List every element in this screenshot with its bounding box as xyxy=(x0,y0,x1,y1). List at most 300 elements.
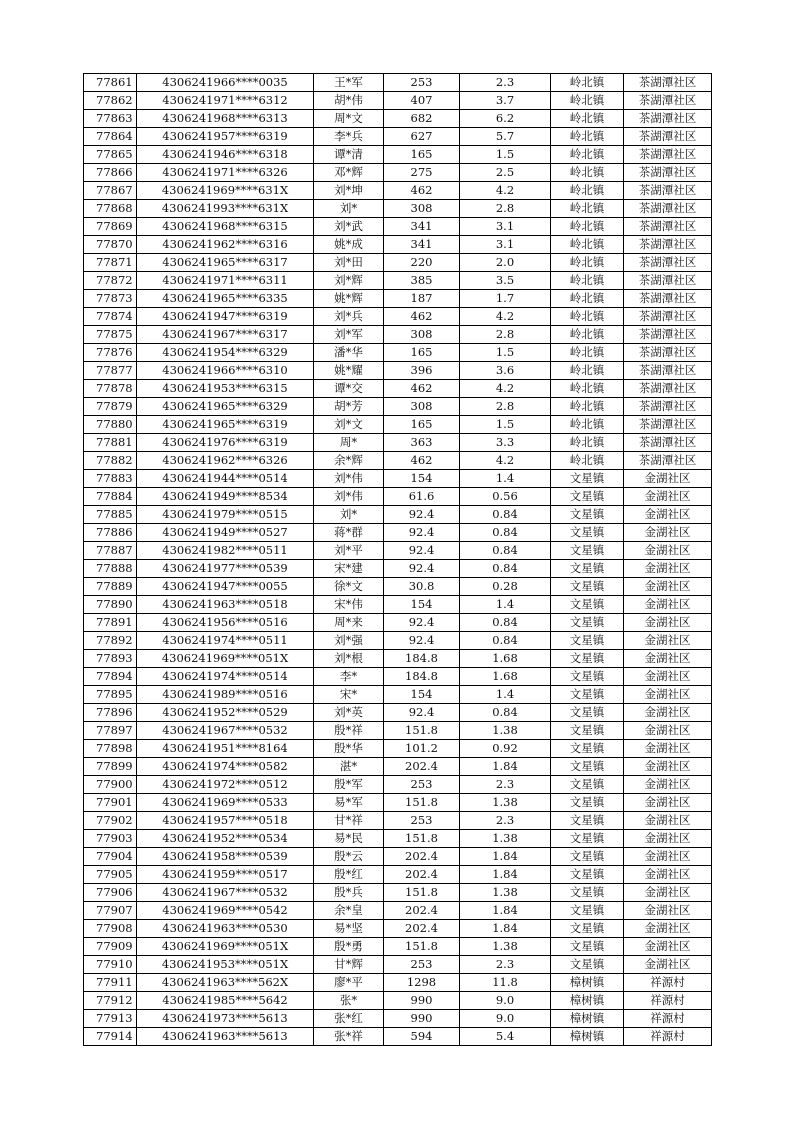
quantity-cell: 1.84 xyxy=(460,866,551,884)
town-cell: 文星镇 xyxy=(551,686,624,704)
id-number-cell: 4306241976****6319 xyxy=(137,434,314,452)
amount-cell: 341 xyxy=(384,236,460,254)
seq-number-cell: 77905 xyxy=(84,866,137,884)
seq-number-cell: 77865 xyxy=(84,146,137,164)
quantity-cell: 1.84 xyxy=(460,920,551,938)
quantity-cell: 11.8 xyxy=(460,974,551,992)
amount-cell: 151.8 xyxy=(384,794,460,812)
town-cell: 文星镇 xyxy=(551,632,624,650)
town-cell: 文星镇 xyxy=(551,470,624,488)
seq-number-cell: 77887 xyxy=(84,542,137,560)
amount-cell: 202.4 xyxy=(384,758,460,776)
community-cell: 祥源村 xyxy=(624,1010,712,1028)
community-cell: 金湖社区 xyxy=(624,830,712,848)
name-cell: 殷*祥 xyxy=(314,722,384,740)
amount-cell: 253 xyxy=(384,776,460,794)
id-number-cell: 4306241952****0534 xyxy=(137,830,314,848)
quantity-cell: 5.7 xyxy=(460,128,551,146)
town-cell: 岭北镇 xyxy=(551,344,624,362)
community-cell: 金湖社区 xyxy=(624,596,712,614)
id-number-cell: 4306241969****0533 xyxy=(137,794,314,812)
community-cell: 茶湖潭社区 xyxy=(624,200,712,218)
id-number-cell: 4306241966****0035 xyxy=(137,74,314,92)
town-cell: 岭北镇 xyxy=(551,416,624,434)
records-table-body xyxy=(84,74,712,1046)
quantity-cell: 0.84 xyxy=(460,506,551,524)
amount-cell: 462 xyxy=(384,380,460,398)
table-row xyxy=(84,902,712,920)
seq-number-cell: 77883 xyxy=(84,470,137,488)
amount-cell: 154 xyxy=(384,686,460,704)
name-cell: 刘*伟 xyxy=(314,488,384,506)
town-cell: 岭北镇 xyxy=(551,200,624,218)
id-number-cell: 4306241969****051X xyxy=(137,650,314,668)
quantity-cell: 1.38 xyxy=(460,794,551,812)
table-row xyxy=(84,488,712,506)
community-cell: 金湖社区 xyxy=(624,740,712,758)
amount-cell: 151.8 xyxy=(384,938,460,956)
town-cell: 岭北镇 xyxy=(551,398,624,416)
amount-cell: 165 xyxy=(384,146,460,164)
amount-cell: 92.4 xyxy=(384,524,460,542)
id-number-cell: 4306241967****0532 xyxy=(137,884,314,902)
town-cell: 文星镇 xyxy=(551,920,624,938)
town-cell: 文星镇 xyxy=(551,614,624,632)
table-row xyxy=(84,956,712,974)
id-number-cell: 4306241966****6310 xyxy=(137,362,314,380)
amount-cell: 308 xyxy=(384,398,460,416)
table-row xyxy=(84,524,712,542)
name-cell: 姚*成 xyxy=(314,236,384,254)
id-number-cell: 4306241993****631X xyxy=(137,200,314,218)
town-cell: 文星镇 xyxy=(551,938,624,956)
id-number-cell: 4306241971****6311 xyxy=(137,272,314,290)
name-cell: 殷*云 xyxy=(314,848,384,866)
name-cell: 姚*辉 xyxy=(314,290,384,308)
town-cell: 文星镇 xyxy=(551,830,624,848)
seq-number-cell: 77891 xyxy=(84,614,137,632)
seq-number-cell: 77863 xyxy=(84,110,137,128)
name-cell: 张*红 xyxy=(314,1010,384,1028)
community-cell: 茶湖潭社区 xyxy=(624,398,712,416)
community-cell: 金湖社区 xyxy=(624,650,712,668)
town-cell: 岭北镇 xyxy=(551,128,624,146)
id-number-cell: 4306241968****6313 xyxy=(137,110,314,128)
quantity-cell: 0.92 xyxy=(460,740,551,758)
seq-number-cell: 77871 xyxy=(84,254,137,272)
table-row xyxy=(84,92,712,110)
community-cell: 茶湖潭社区 xyxy=(624,380,712,398)
community-cell: 金湖社区 xyxy=(624,668,712,686)
name-cell: 王*军 xyxy=(314,74,384,92)
id-number-cell: 4306241947****6319 xyxy=(137,308,314,326)
seq-number-cell: 77867 xyxy=(84,182,137,200)
seq-number-cell: 77868 xyxy=(84,200,137,218)
id-number-cell: 4306241958****0539 xyxy=(137,848,314,866)
quantity-cell: 9.0 xyxy=(460,1010,551,1028)
name-cell: 余*辉 xyxy=(314,452,384,470)
quantity-cell: 3.5 xyxy=(460,272,551,290)
town-cell: 岭北镇 xyxy=(551,236,624,254)
seq-number-cell: 77908 xyxy=(84,920,137,938)
table-row xyxy=(84,668,712,686)
seq-number-cell: 77904 xyxy=(84,848,137,866)
quantity-cell: 0.84 xyxy=(460,614,551,632)
table-row xyxy=(84,848,712,866)
quantity-cell: 1.84 xyxy=(460,758,551,776)
table-row xyxy=(84,578,712,596)
seq-number-cell: 77897 xyxy=(84,722,137,740)
records-table xyxy=(83,73,712,1046)
id-number-cell: 4306241949****0527 xyxy=(137,524,314,542)
name-cell: 潘*华 xyxy=(314,344,384,362)
name-cell: 姚*耀 xyxy=(314,362,384,380)
town-cell: 樟树镇 xyxy=(551,1028,624,1046)
id-number-cell: 4306241971****6312 xyxy=(137,92,314,110)
id-number-cell: 4306241979****0515 xyxy=(137,506,314,524)
community-cell: 金湖社区 xyxy=(624,542,712,560)
name-cell: 刘* xyxy=(314,506,384,524)
name-cell: 刘*军 xyxy=(314,326,384,344)
amount-cell: 92.4 xyxy=(384,542,460,560)
table-row xyxy=(84,866,712,884)
amount-cell: 308 xyxy=(384,200,460,218)
quantity-cell: 2.3 xyxy=(460,812,551,830)
quantity-cell: 1.7 xyxy=(460,290,551,308)
community-cell: 茶湖潭社区 xyxy=(624,326,712,344)
table-row xyxy=(84,272,712,290)
table-row xyxy=(84,182,712,200)
community-cell: 金湖社区 xyxy=(624,866,712,884)
name-cell: 周* xyxy=(314,434,384,452)
community-cell: 金湖社区 xyxy=(624,722,712,740)
name-cell: 宋*伟 xyxy=(314,596,384,614)
id-number-cell: 4306241951****8164 xyxy=(137,740,314,758)
quantity-cell: 6.2 xyxy=(460,110,551,128)
id-number-cell: 4306241959****0517 xyxy=(137,866,314,884)
seq-number-cell: 77886 xyxy=(84,524,137,542)
seq-number-cell: 77906 xyxy=(84,884,137,902)
town-cell: 文星镇 xyxy=(551,560,624,578)
table-row xyxy=(84,596,712,614)
amount-cell: 308 xyxy=(384,326,460,344)
id-number-cell: 4306241968****6315 xyxy=(137,218,314,236)
id-number-cell: 4306241953****051X xyxy=(137,956,314,974)
town-cell: 文星镇 xyxy=(551,668,624,686)
seq-number-cell: 77909 xyxy=(84,938,137,956)
id-number-cell: 4306241974****0582 xyxy=(137,758,314,776)
name-cell: 殷*华 xyxy=(314,740,384,758)
town-cell: 文星镇 xyxy=(551,542,624,560)
name-cell: 宋* xyxy=(314,686,384,704)
table-row xyxy=(84,722,712,740)
name-cell: 谭*交 xyxy=(314,380,384,398)
quantity-cell: 1.38 xyxy=(460,938,551,956)
id-number-cell: 4306241963****562X xyxy=(137,974,314,992)
table-row xyxy=(84,146,712,164)
table-row xyxy=(84,740,712,758)
amount-cell: 151.8 xyxy=(384,884,460,902)
table-row xyxy=(84,290,712,308)
name-cell: 易*坚 xyxy=(314,920,384,938)
table-row xyxy=(84,632,712,650)
town-cell: 文星镇 xyxy=(551,650,624,668)
name-cell: 蒋*群 xyxy=(314,524,384,542)
community-cell: 祥源村 xyxy=(624,992,712,1010)
table-row xyxy=(84,344,712,362)
quantity-cell: 0.56 xyxy=(460,488,551,506)
id-number-cell: 4306241952****0529 xyxy=(137,704,314,722)
seq-number-cell: 77882 xyxy=(84,452,137,470)
id-number-cell: 4306241965****6317 xyxy=(137,254,314,272)
amount-cell: 385 xyxy=(384,272,460,290)
community-cell: 茶湖潭社区 xyxy=(624,128,712,146)
amount-cell: 187 xyxy=(384,290,460,308)
community-cell: 茶湖潭社区 xyxy=(624,236,712,254)
name-cell: 张*祥 xyxy=(314,1028,384,1046)
community-cell: 金湖社区 xyxy=(624,506,712,524)
name-cell: 刘*根 xyxy=(314,650,384,668)
quantity-cell: 1.4 xyxy=(460,686,551,704)
amount-cell: 184.8 xyxy=(384,668,460,686)
id-number-cell: 4306241969****051X xyxy=(137,938,314,956)
name-cell: 殷*红 xyxy=(314,866,384,884)
amount-cell: 92.4 xyxy=(384,614,460,632)
amount-cell: 184.8 xyxy=(384,650,460,668)
name-cell: 谭*清 xyxy=(314,146,384,164)
table-row xyxy=(84,128,712,146)
town-cell: 文星镇 xyxy=(551,848,624,866)
amount-cell: 253 xyxy=(384,812,460,830)
quantity-cell: 0.84 xyxy=(460,542,551,560)
amount-cell: 202.4 xyxy=(384,920,460,938)
town-cell: 樟树镇 xyxy=(551,974,624,992)
quantity-cell: 1.5 xyxy=(460,416,551,434)
name-cell: 刘*平 xyxy=(314,542,384,560)
quantity-cell: 1.4 xyxy=(460,470,551,488)
name-cell: 刘*伟 xyxy=(314,470,384,488)
id-number-cell: 4306241982****0511 xyxy=(137,542,314,560)
name-cell: 刘*文 xyxy=(314,416,384,434)
id-number-cell: 4306241962****6326 xyxy=(137,452,314,470)
town-cell: 文星镇 xyxy=(551,524,624,542)
table-row xyxy=(84,560,712,578)
table-row xyxy=(84,614,712,632)
seq-number-cell: 77898 xyxy=(84,740,137,758)
community-cell: 茶湖潭社区 xyxy=(624,146,712,164)
amount-cell: 396 xyxy=(384,362,460,380)
community-cell: 茶湖潭社区 xyxy=(624,290,712,308)
name-cell: 张* xyxy=(314,992,384,1010)
table-row xyxy=(84,938,712,956)
quantity-cell: 2.3 xyxy=(460,956,551,974)
seq-number-cell: 77878 xyxy=(84,380,137,398)
seq-number-cell: 77876 xyxy=(84,344,137,362)
quantity-cell: 2.3 xyxy=(460,74,551,92)
town-cell: 文星镇 xyxy=(551,776,624,794)
quantity-cell: 1.38 xyxy=(460,830,551,848)
seq-number-cell: 77914 xyxy=(84,1028,137,1046)
table-row xyxy=(84,362,712,380)
amount-cell: 363 xyxy=(384,434,460,452)
community-cell: 金湖社区 xyxy=(624,686,712,704)
name-cell: 胡*芳 xyxy=(314,398,384,416)
quantity-cell: 1.38 xyxy=(460,722,551,740)
quantity-cell: 0.84 xyxy=(460,560,551,578)
town-cell: 文星镇 xyxy=(551,488,624,506)
community-cell: 金湖社区 xyxy=(624,578,712,596)
town-cell: 岭北镇 xyxy=(551,182,624,200)
seq-number-cell: 77903 xyxy=(84,830,137,848)
town-cell: 文星镇 xyxy=(551,758,624,776)
town-cell: 岭北镇 xyxy=(551,92,624,110)
name-cell: 湛* xyxy=(314,758,384,776)
seq-number-cell: 77875 xyxy=(84,326,137,344)
seq-number-cell: 77879 xyxy=(84,398,137,416)
table-row xyxy=(84,776,712,794)
quantity-cell: 0.84 xyxy=(460,704,551,722)
seq-number-cell: 77901 xyxy=(84,794,137,812)
town-cell: 文星镇 xyxy=(551,902,624,920)
quantity-cell: 3.1 xyxy=(460,236,551,254)
community-cell: 茶湖潭社区 xyxy=(624,92,712,110)
community-cell: 茶湖潭社区 xyxy=(624,74,712,92)
amount-cell: 151.8 xyxy=(384,830,460,848)
amount-cell: 341 xyxy=(384,218,460,236)
id-number-cell: 4306241973****5613 xyxy=(137,1010,314,1028)
town-cell: 文星镇 xyxy=(551,506,624,524)
seq-number-cell: 77870 xyxy=(84,236,137,254)
seq-number-cell: 77866 xyxy=(84,164,137,182)
quantity-cell: 0.84 xyxy=(460,632,551,650)
quantity-cell: 2.8 xyxy=(460,326,551,344)
amount-cell: 1298 xyxy=(384,974,460,992)
quantity-cell: 2.3 xyxy=(460,776,551,794)
name-cell: 宋*建 xyxy=(314,560,384,578)
quantity-cell: 1.4 xyxy=(460,596,551,614)
amount-cell: 165 xyxy=(384,344,460,362)
name-cell: 刘*坤 xyxy=(314,182,384,200)
amount-cell: 202.4 xyxy=(384,848,460,866)
community-cell: 茶湖潭社区 xyxy=(624,416,712,434)
seq-number-cell: 77895 xyxy=(84,686,137,704)
table-row xyxy=(84,236,712,254)
table-row xyxy=(84,308,712,326)
town-cell: 樟树镇 xyxy=(551,992,624,1010)
community-cell: 茶湖潭社区 xyxy=(624,434,712,452)
table-row xyxy=(84,542,712,560)
seq-number-cell: 77912 xyxy=(84,992,137,1010)
id-number-cell: 4306241974****0514 xyxy=(137,668,314,686)
table-row xyxy=(84,812,712,830)
name-cell: 周*文 xyxy=(314,110,384,128)
town-cell: 岭北镇 xyxy=(551,146,624,164)
id-number-cell: 4306241965****6319 xyxy=(137,416,314,434)
id-number-cell: 4306241944****0514 xyxy=(137,470,314,488)
id-number-cell: 4306241963****0518 xyxy=(137,596,314,614)
id-number-cell: 4306241963****5613 xyxy=(137,1028,314,1046)
community-cell: 金湖社区 xyxy=(624,758,712,776)
quantity-cell: 4.2 xyxy=(460,380,551,398)
id-number-cell: 4306241957****6319 xyxy=(137,128,314,146)
quantity-cell: 3.1 xyxy=(460,218,551,236)
amount-cell: 92.4 xyxy=(384,560,460,578)
table-row xyxy=(84,920,712,938)
seq-number-cell: 77884 xyxy=(84,488,137,506)
quantity-cell: 1.84 xyxy=(460,902,551,920)
id-number-cell: 4306241967****6317 xyxy=(137,326,314,344)
seq-number-cell: 77885 xyxy=(84,506,137,524)
community-cell: 茶湖潭社区 xyxy=(624,182,712,200)
amount-cell: 407 xyxy=(384,92,460,110)
town-cell: 文星镇 xyxy=(551,956,624,974)
community-cell: 金湖社区 xyxy=(624,524,712,542)
amount-cell: 253 xyxy=(384,74,460,92)
community-cell: 茶湖潭社区 xyxy=(624,218,712,236)
quantity-cell: 2.0 xyxy=(460,254,551,272)
id-number-cell: 4306241963****0530 xyxy=(137,920,314,938)
name-cell: 刘*强 xyxy=(314,632,384,650)
id-number-cell: 4306241989****0516 xyxy=(137,686,314,704)
seq-number-cell: 77889 xyxy=(84,578,137,596)
quantity-cell: 1.84 xyxy=(460,848,551,866)
seq-number-cell: 77900 xyxy=(84,776,137,794)
name-cell: 刘*兵 xyxy=(314,308,384,326)
town-cell: 岭北镇 xyxy=(551,290,624,308)
seq-number-cell: 77892 xyxy=(84,632,137,650)
table-row xyxy=(84,218,712,236)
seq-number-cell: 77877 xyxy=(84,362,137,380)
id-number-cell: 4306241965****6329 xyxy=(137,398,314,416)
amount-cell: 165 xyxy=(384,416,460,434)
community-cell: 茶湖潭社区 xyxy=(624,110,712,128)
community-cell: 茶湖潭社区 xyxy=(624,272,712,290)
table-row xyxy=(84,884,712,902)
community-cell: 金湖社区 xyxy=(624,794,712,812)
town-cell: 文星镇 xyxy=(551,596,624,614)
id-number-cell: 4306241985****5642 xyxy=(137,992,314,1010)
community-cell: 金湖社区 xyxy=(624,812,712,830)
name-cell: 余*皇 xyxy=(314,902,384,920)
amount-cell: 92.4 xyxy=(384,632,460,650)
quantity-cell: 4.2 xyxy=(460,182,551,200)
town-cell: 岭北镇 xyxy=(551,326,624,344)
amount-cell: 682 xyxy=(384,110,460,128)
name-cell: 李* xyxy=(314,668,384,686)
name-cell: 李*兵 xyxy=(314,128,384,146)
name-cell: 易*民 xyxy=(314,830,384,848)
table-row xyxy=(84,1028,712,1046)
town-cell: 文星镇 xyxy=(551,794,624,812)
community-cell: 金湖社区 xyxy=(624,632,712,650)
id-number-cell: 4306241971****6326 xyxy=(137,164,314,182)
quantity-cell: 4.2 xyxy=(460,308,551,326)
id-number-cell: 4306241977****0539 xyxy=(137,560,314,578)
seq-number-cell: 77881 xyxy=(84,434,137,452)
quantity-cell: 2.8 xyxy=(460,200,551,218)
town-cell: 岭北镇 xyxy=(551,308,624,326)
community-cell: 金湖社区 xyxy=(624,848,712,866)
community-cell: 祥源村 xyxy=(624,1028,712,1046)
seq-number-cell: 77899 xyxy=(84,758,137,776)
town-cell: 文星镇 xyxy=(551,704,624,722)
town-cell: 岭北镇 xyxy=(551,164,624,182)
amount-cell: 92.4 xyxy=(384,506,460,524)
quantity-cell: 0.84 xyxy=(460,524,551,542)
seq-number-cell: 77890 xyxy=(84,596,137,614)
seq-number-cell: 77874 xyxy=(84,308,137,326)
amount-cell: 253 xyxy=(384,956,460,974)
